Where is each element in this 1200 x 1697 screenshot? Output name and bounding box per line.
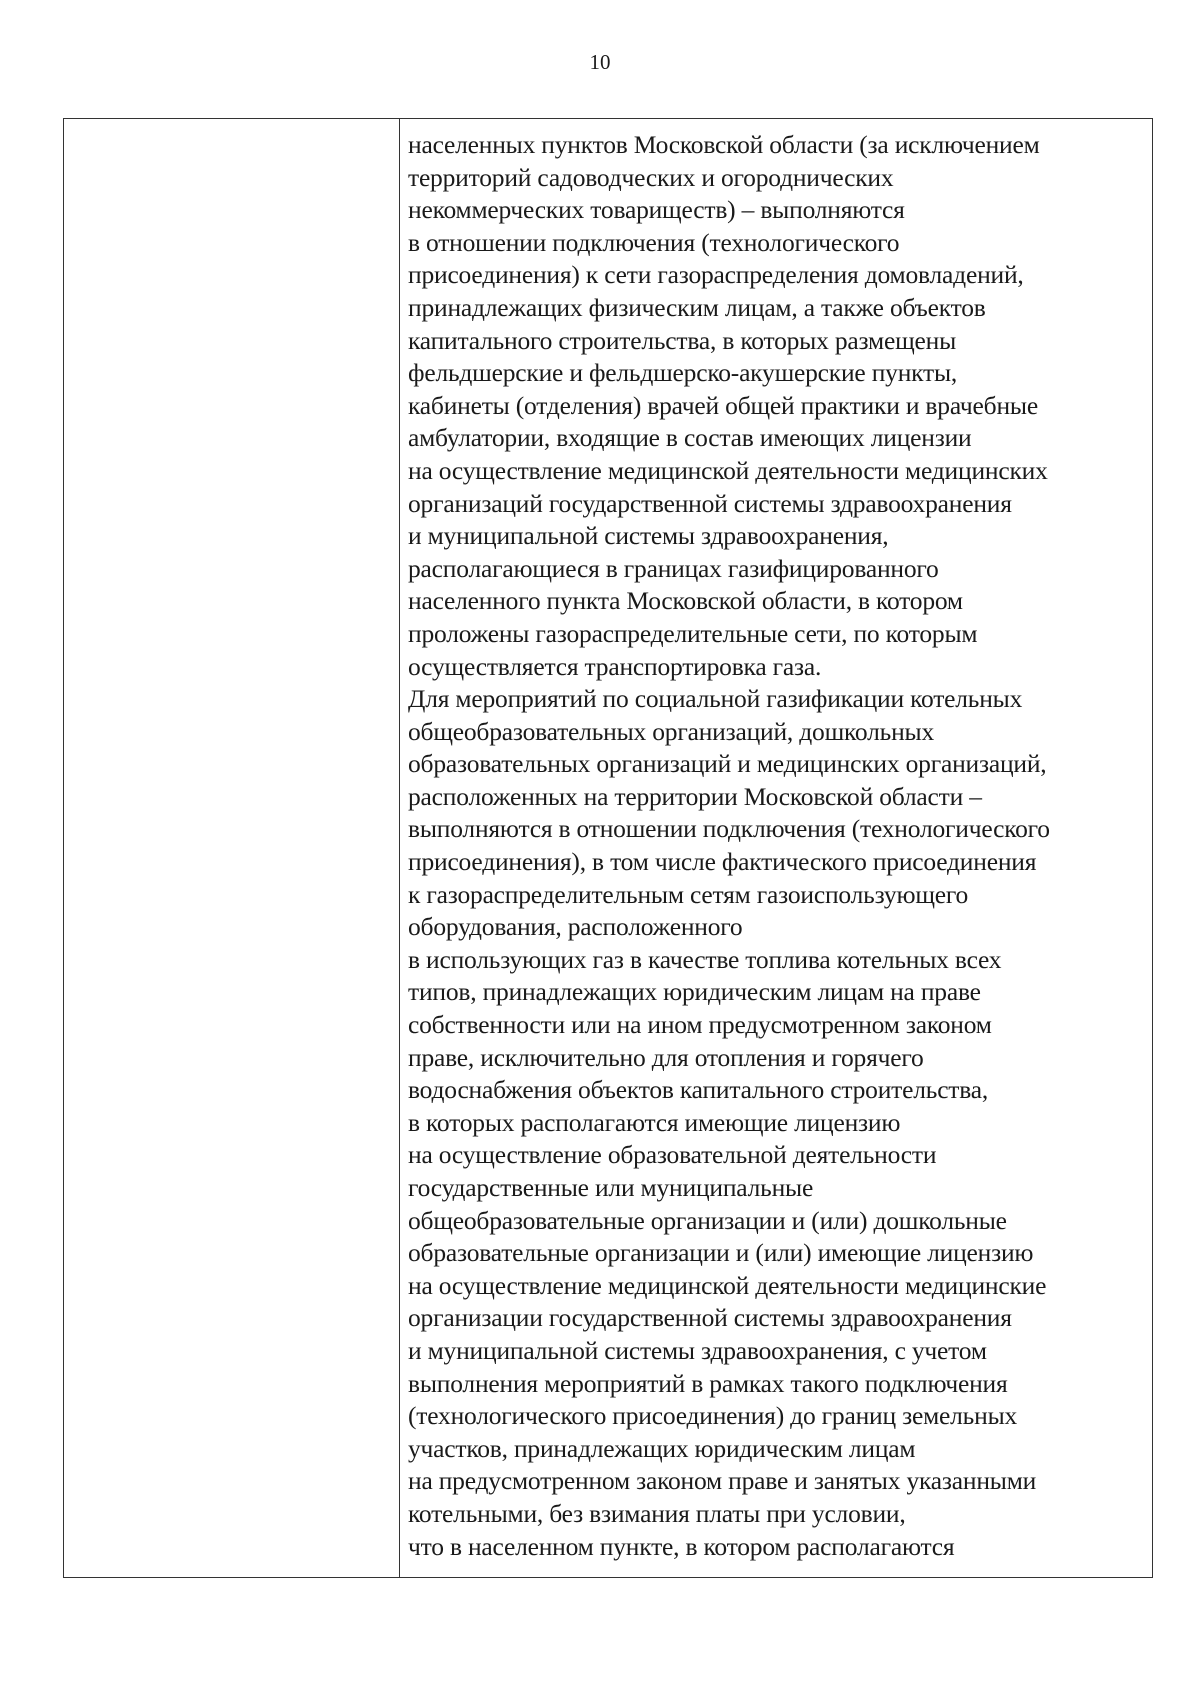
text-line: на предусмотренном законом праве и занятых указанными [408,1466,1037,1496]
text-line: на осуществление медицинской деятельности медицинские [408,1270,1047,1300]
text-line: населенного пункта Московской области, в котором [408,586,963,616]
text-line: присоединения), в том числе фактического присоединения [408,847,1037,877]
table-left-cell [64,119,400,1577]
text-line: располагающиеся в границах газифицированного [408,553,939,583]
text-line: типов, принадлежащих юридическим лицам на праве [408,977,981,1007]
text-line: организаций государственной системы здравоохранения [408,488,1012,518]
text-line: участков, принадлежащих юридическим лицам [408,1433,916,1463]
text-line: и муниципальной системы здравоохранения, [408,521,889,551]
text-line: и муниципальной системы здравоохранения, с учетом [408,1335,987,1365]
text-line: выполняются в отношении подключения (технологического [408,814,1050,844]
text-line: государственные или муниципальные [408,1173,814,1202]
text-line: населенных пунктов Московской области (за исключением [408,130,1040,159]
text-line: образовательные организации и (или) имеющие лицензию [408,1238,1034,1268]
text-line: фельдшерские и фельдшерско-акушерские пункты, [408,358,958,388]
text-line: (технологического присоединения) до границ земельных [408,1401,1018,1431]
text-line: Для мероприятий по социальной газификации котельных [408,684,1023,714]
text-line: проложены газораспределительные сети, по которым [408,618,978,648]
text-line: в которых располагаются имеющие лицензию [408,1107,901,1137]
text-line: образовательных организаций и медицинских организаций, [408,749,1047,779]
text-line: на осуществление медицинской деятельности медицинских [408,455,1048,485]
text-line: присоединения) к сети газораспределения домовладений, [408,260,1024,290]
text-line: выполнения мероприятий в рамках такого подключения [408,1368,1008,1398]
table-right-cell [400,119,1152,1577]
text-line: некоммерческих товариществ) – выполняются [408,195,905,225]
text-line: на осуществление образовательной деятельности [408,1140,937,1170]
text-line: расположенных на территории Московской области – [408,781,982,811]
text-line: принадлежащих физическим лицам, а также объектов [408,292,986,322]
text-line: в отношении подключения (технологического [408,227,900,257]
text-line: водоснабжения объектов капитального строительства, [408,1075,989,1105]
text-line: собственности или на ином предусмотренном законом [408,1010,992,1040]
text-line: в использующих газ в качестве топлива котельных всех [408,944,1002,974]
text-line: общеобразовательные организации и (или) дошкольные [408,1205,1007,1235]
text-line: осуществляется транспортировка газа. [408,651,822,681]
text-line: общеобразовательных организаций, дошкольных [408,716,935,746]
text-line: организации государственной системы здравоохранения [408,1303,1012,1333]
text-line: амбулатории, входящие в состав имеющих лицензии [408,423,972,453]
text-line: кабинеты (отделения) врачей общей практики и врачебные [408,390,1038,420]
text-line: к газораспределительным сетям газоиспользующего [408,879,969,909]
text-line: капитального строительства, в которых размещены [408,325,957,355]
text-line: территорий садоводческих и огороднических [408,162,894,192]
document-table [63,118,1153,1578]
page-number: 10 [589,50,611,74]
text-line: что в населенном пункте, в котором располагаются [408,1531,955,1561]
text-line: котельными, без взимания платы при условии, [408,1498,906,1528]
text-line: оборудования, расположенного [408,912,743,942]
text-line: праве, исключительно для отопления и горячего [408,1042,924,1072]
